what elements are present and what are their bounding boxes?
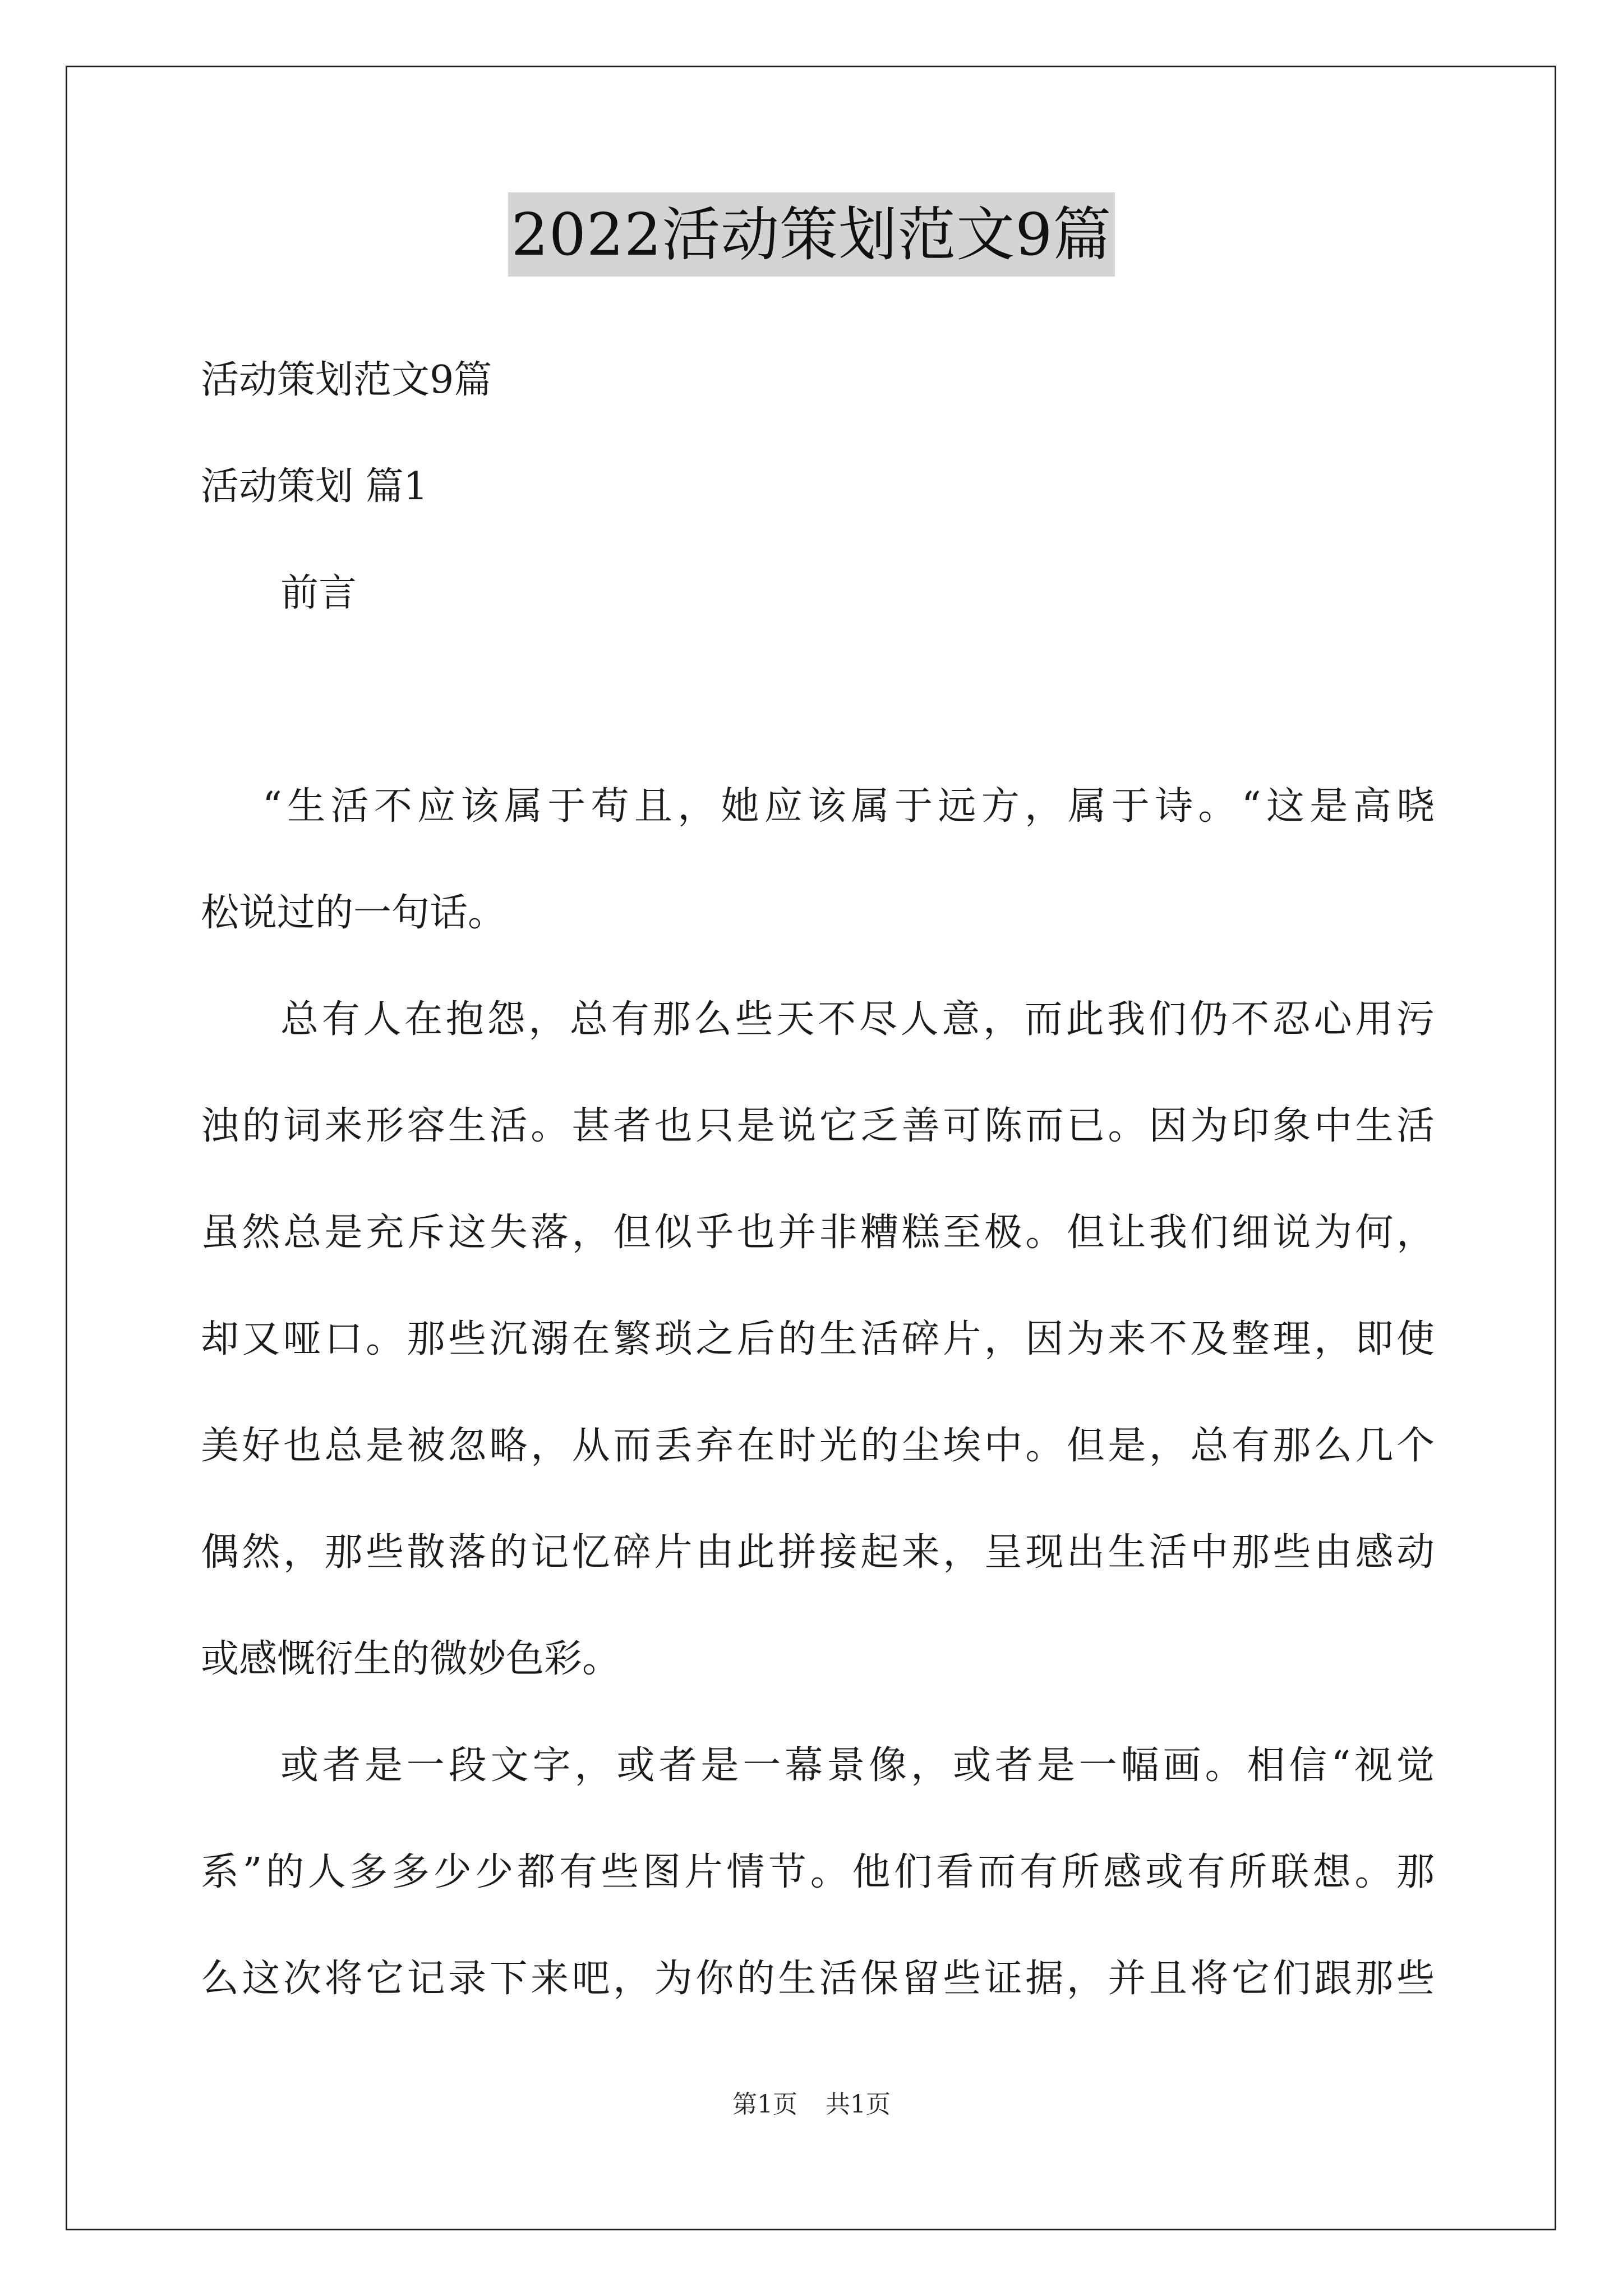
page-number: 第1页	[732, 2090, 797, 2119]
preface-heading: 前言	[280, 571, 357, 615]
paragraph-line: 系”的人多多少少都有些图片情节。他们看而有所感或有所联想。那	[201, 1850, 1435, 1894]
section-heading: 活动策划 篇1	[201, 464, 428, 509]
paragraph-line: 浊的词来形容生活。甚者也只是说它乏善可陈而已。因为印象中生活	[201, 1104, 1435, 1148]
document-title: 2022活动策划范文9篇	[508, 192, 1115, 277]
paragraph-line: 偶然，那些散落的记忆碎片由此拼接起来，呈现出生活中那些由感动	[201, 1530, 1435, 1575]
paragraph-line: 么这次将它记录下来吧，为你的生活保留些证据，并且将它们跟那些	[201, 1957, 1435, 2001]
paragraph-line: “生活不应该属于苟且，她应该属于远方，属于诗。“这是高晓	[262, 784, 1435, 829]
paragraph-line: 虽然总是充斥这失落，但似乎也并非糟糕至极。但让我们细说为何，	[201, 1211, 1435, 1255]
paragraph-line: 松说过的一句话。	[201, 891, 506, 935]
page-total: 共1页	[826, 2090, 891, 2119]
paragraph-line: 总有人在抱怨，总有那么些天不尽人意，而此我们仍不忍心用污	[280, 997, 1435, 1042]
paragraph-line: 或感慨衍生的微妙色彩。	[201, 1637, 621, 1681]
page-footer	[0, 2088, 1623, 2122]
paragraph-line: 却又哑口。那些沉溺在繁琐之后的生活碎片，因为来不及整理，即使	[201, 1317, 1435, 1361]
paragraph-line: 美好也总是被忽略，从而丢弃在时光的尘埃中。但是，总有那么几个	[201, 1424, 1435, 1468]
paragraph-line: 或者是一段文字，或者是一幕景像，或者是一幅画。相信“视觉	[280, 1743, 1435, 1788]
title-container	[0, 192, 1623, 277]
document-subtitle: 活动策划范文9篇	[201, 358, 492, 402]
